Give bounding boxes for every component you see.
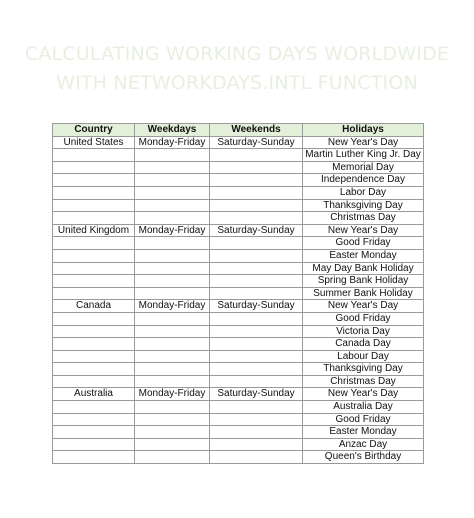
country-cell[interactable] — [53, 174, 135, 187]
weekends-cell[interactable]: Saturday-Sunday — [210, 300, 303, 313]
table-row — [53, 325, 424, 338]
title-line-2: WITH NETWORKDAYS.INTL FUNCTION — [56, 72, 418, 94]
country-cell[interactable] — [53, 262, 135, 275]
weekends-cell[interactable] — [210, 426, 303, 439]
holiday-cell[interactable]: New Year's Day — [303, 300, 424, 313]
weekdays-cell[interactable] — [135, 275, 210, 288]
weekdays-cell[interactable] — [135, 186, 210, 199]
weekdays-cell[interactable] — [135, 451, 210, 464]
holiday-cell[interactable]: Australia Day — [303, 401, 424, 414]
table-body — [53, 136, 424, 463]
holiday-cell[interactable]: Christmas Day — [303, 212, 424, 225]
table-row — [53, 149, 424, 162]
table-row — [53, 237, 424, 250]
holiday-cell[interactable]: Thanksgiving Day — [303, 199, 424, 212]
country-cell[interactable] — [53, 312, 135, 325]
table-row — [53, 249, 424, 262]
country-cell[interactable]: United Kingdom — [53, 224, 135, 237]
table-row — [53, 199, 424, 212]
table-row — [53, 224, 424, 237]
table-row — [53, 388, 424, 401]
weekdays-cell[interactable] — [135, 325, 210, 338]
weekends-cell[interactable] — [210, 161, 303, 174]
weekends-cell[interactable] — [210, 275, 303, 288]
weekdays-cell[interactable] — [135, 287, 210, 300]
country-cell[interactable] — [53, 426, 135, 439]
country-cell[interactable] — [53, 149, 135, 162]
country-cell[interactable] — [53, 401, 135, 414]
weekends-cell[interactable]: Saturday-Sunday — [210, 388, 303, 401]
weekdays-cell[interactable] — [135, 338, 210, 351]
weekends-cell[interactable] — [210, 237, 303, 250]
country-cell[interactable]: Australia — [53, 388, 135, 401]
table-row — [53, 375, 424, 388]
country-cell[interactable] — [53, 249, 135, 262]
country-cell[interactable] — [53, 350, 135, 363]
country-cell[interactable] — [53, 186, 135, 199]
header-weekends: Weekends — [210, 124, 303, 137]
country-cell[interactable] — [53, 363, 135, 376]
weekends-cell[interactable] — [210, 401, 303, 414]
weekdays-cell[interactable] — [135, 426, 210, 439]
weekdays-cell[interactable] — [135, 438, 210, 451]
weekends-cell[interactable] — [210, 249, 303, 262]
weekdays-cell[interactable]: Monday-Friday — [135, 300, 210, 313]
table-row — [53, 136, 424, 149]
weekdays-cell[interactable] — [135, 401, 210, 414]
weekdays-cell[interactable] — [135, 262, 210, 275]
country-cell[interactable]: United States — [53, 136, 135, 149]
holiday-cell[interactable]: Anzac Day — [303, 438, 424, 451]
country-cell[interactable] — [53, 161, 135, 174]
country-cell[interactable] — [53, 287, 135, 300]
header-holidays: Holidays — [303, 124, 424, 137]
table-row — [53, 275, 424, 288]
weekdays-cell[interactable] — [135, 375, 210, 388]
table-row — [53, 426, 424, 439]
weekends-cell[interactable] — [210, 212, 303, 225]
weekdays-cell[interactable] — [135, 149, 210, 162]
table-row — [53, 312, 424, 325]
holiday-cell[interactable]: Victoria Day — [303, 325, 424, 338]
table-row — [53, 174, 424, 187]
weekends-cell[interactable] — [210, 413, 303, 426]
country-cell[interactable] — [53, 275, 135, 288]
holiday-cell[interactable]: Labour Day — [303, 350, 424, 363]
country-cell[interactable] — [53, 212, 135, 225]
weekdays-cell[interactable]: Monday-Friday — [135, 224, 210, 237]
table-row — [53, 363, 424, 376]
weekends-cell[interactable] — [210, 325, 303, 338]
table-row — [53, 401, 424, 414]
country-cell[interactable] — [53, 451, 135, 464]
holiday-cell[interactable]: Christmas Day — [303, 375, 424, 388]
holiday-cell[interactable]: Good Friday — [303, 237, 424, 250]
weekdays-cell[interactable] — [135, 174, 210, 187]
table-row — [53, 338, 424, 351]
weekends-cell[interactable] — [210, 199, 303, 212]
table-row — [53, 438, 424, 451]
weekdays-cell[interactable] — [135, 237, 210, 250]
country-cell[interactable]: Canada — [53, 300, 135, 313]
weekends-cell[interactable] — [210, 375, 303, 388]
weekends-cell[interactable]: Saturday-Sunday — [210, 224, 303, 237]
weekends-cell[interactable]: Saturday-Sunday — [210, 136, 303, 149]
table-row — [53, 300, 424, 313]
holidays-table — [52, 123, 424, 464]
weekdays-cell[interactable] — [135, 413, 210, 426]
table-header-row — [53, 124, 424, 137]
weekdays-cell[interactable]: Monday-Friday — [135, 136, 210, 149]
holiday-cell[interactable]: New Year's Day — [303, 224, 424, 237]
table-row — [53, 262, 424, 275]
table-row — [53, 350, 424, 363]
country-cell[interactable] — [53, 199, 135, 212]
holiday-cell[interactable]: Easter Monday — [303, 249, 424, 262]
table-row — [53, 413, 424, 426]
weekends-cell[interactable] — [210, 174, 303, 187]
country-cell[interactable] — [53, 438, 135, 451]
weekends-cell[interactable] — [210, 363, 303, 376]
weekdays-cell[interactable] — [135, 312, 210, 325]
document-title — [0, 40, 474, 98]
country-cell[interactable] — [53, 325, 135, 338]
holiday-cell[interactable]: Spring Bank Holiday — [303, 275, 424, 288]
country-cell[interactable] — [53, 237, 135, 250]
holiday-cell[interactable]: New Year's Day — [303, 388, 424, 401]
weekends-cell[interactable] — [210, 451, 303, 464]
weekends-cell[interactable] — [210, 287, 303, 300]
weekdays-cell[interactable] — [135, 249, 210, 262]
holiday-cell[interactable]: Queen's Birthday — [303, 451, 424, 464]
table-row — [53, 451, 424, 464]
country-cell[interactable] — [53, 413, 135, 426]
header-country: Country — [53, 124, 135, 137]
table-row — [53, 287, 424, 300]
holiday-cell[interactable]: Good Friday — [303, 413, 424, 426]
holiday-cell[interactable]: Easter Monday — [303, 426, 424, 439]
weekends-cell[interactable] — [210, 262, 303, 275]
country-cell[interactable] — [53, 375, 135, 388]
holiday-cell[interactable]: Martin Luther King Jr. Day — [303, 149, 424, 162]
weekdays-cell[interactable] — [135, 363, 210, 376]
holiday-cell[interactable]: Labor Day — [303, 186, 424, 199]
weekends-cell[interactable] — [210, 149, 303, 162]
weekdays-cell[interactable] — [135, 199, 210, 212]
weekdays-cell[interactable] — [135, 161, 210, 174]
holiday-cell[interactable]: Summer Bank Holiday — [303, 287, 424, 300]
weekends-cell[interactable] — [210, 186, 303, 199]
holiday-cell[interactable]: May Day Bank Holiday — [303, 262, 424, 275]
weekends-cell[interactable] — [210, 438, 303, 451]
table-row — [53, 161, 424, 174]
country-cell[interactable] — [53, 338, 135, 351]
weekdays-cell[interactable] — [135, 350, 210, 363]
holiday-cell[interactable]: Memorial Day — [303, 161, 424, 174]
holiday-cell[interactable]: Good Friday — [303, 312, 424, 325]
table-row — [53, 212, 424, 225]
holiday-cell[interactable]: Independence Day — [303, 174, 424, 187]
weekdays-cell[interactable] — [135, 212, 210, 225]
weekends-cell[interactable] — [210, 338, 303, 351]
holiday-cell[interactable]: Thanksgiving Day — [303, 363, 424, 376]
table-row — [53, 186, 424, 199]
title-line-1: CALCULATING WORKING DAYS WORLDWIDE — [24, 43, 450, 65]
weekends-cell[interactable] — [210, 312, 303, 325]
header-weekdays: Weekdays — [135, 124, 210, 137]
weekdays-cell[interactable]: Monday-Friday — [135, 388, 210, 401]
weekends-cell[interactable] — [210, 350, 303, 363]
holiday-cell[interactable]: New Year's Day — [303, 136, 424, 149]
holiday-cell[interactable]: Canada Day — [303, 338, 424, 351]
